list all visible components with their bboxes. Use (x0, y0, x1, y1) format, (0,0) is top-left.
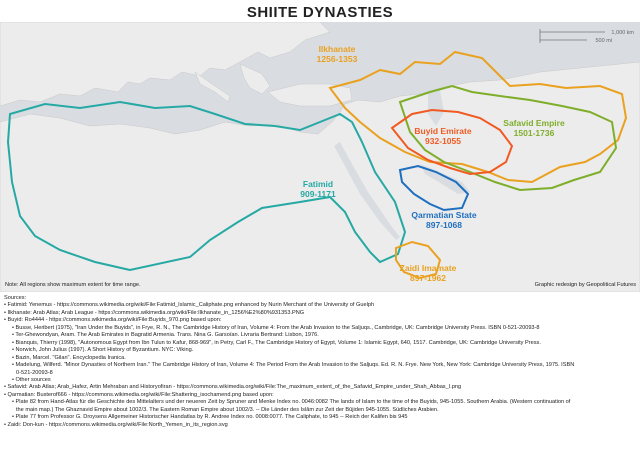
zaidi-label: Zaidi Imamate (399, 263, 457, 273)
source-line: • Buyid: Ro4444 - https://commons.wikimedia.org/wiki/File:Buyids_970.png based upon: (4, 317, 222, 324)
qarmatian-label: Qarmatian State (411, 210, 477, 220)
scale-mi-label: 500 mi (595, 38, 612, 44)
source-line: • Safavid: Arab Atlas; Arab_Hafez, Artin Mehraban and Historyofiran - https://commons.wikimedia.org/wiki/File:The_maximum_extent_of_the_Safavid_Empire_under_Shah_Abbas_I.png (4, 384, 462, 391)
zaidi-years: 897-1962 (410, 273, 446, 283)
source-line: • Bianquis, Thierry (1998), "Autonomous Egypt from Ibn Tulun to Kafur, 868-969", in Petry, Carl F., The Cambridge History of Egypt, Volume 1: Islamic Egypt, 640, 1517. Cambridge, UK: Cambridge University Press. (12, 339, 541, 346)
safavid-label: Safavid Empire (503, 118, 565, 128)
sources-list (4, 302, 636, 429)
source-line: • Ter-Ghewondyan, Aram. The Arab Emirates in Bagratid Armenia. Trans. Nina G. Garsoïan. Livraria Bertrand: Lisbon, 1976. (12, 332, 319, 339)
source-line: • Ilkhanate: Arab Atlas; Arab League - https://commons.wikimedia.org/wiki/File:Ilkhanate_in_1256%E2%80%931353.PNG (4, 309, 305, 316)
map-credit: Graphic redesign by Geopolitical Futures (534, 282, 636, 288)
source-line: • Norwich, John Julius (1997). A Short History of Byzantium. NYC: Viking. (12, 347, 194, 354)
buyid-label: Buyid Emirate (414, 126, 472, 136)
source-line: • Bazin, Marcel. "Gilan". Encyclopedia Iranica. (12, 354, 126, 361)
source-line: • Plate 77 from Professor G. Droysens Allgemeiner Historischer Handatlas by R. Andree Index no. 0008:0077. The Caliphate, to 945 -- Reich der Kalifen bis 945 (12, 414, 408, 421)
fatimid-years: 909-1171 (300, 189, 336, 199)
ilkhanate-label: Ilkhanate (318, 44, 356, 54)
source-line: 0-521-20093-8 (16, 369, 53, 376)
safavid-years: 1501-1736 (513, 128, 555, 138)
source-line: • Busse, Heribert (1975), "Iran Under the Buyids", in Frye, R. N., The Cambridge History of Iran, Volume 4: From the Arab Invasion to the Saljuqs., Cambridge, UK: Cambridge University Press. ISBN 0-521-20093-8 (12, 324, 540, 331)
scale-km-label: 1,000 km (611, 30, 634, 36)
map-note: Note: All regions show maximum extent for time range. (5, 282, 141, 288)
map-panel (0, 22, 640, 292)
qarmatian-years: 897-1068 (426, 220, 462, 230)
ilkhanate-years: 1256-1353 (316, 54, 358, 64)
page-title: SHIITE DYNASTIES (246, 4, 394, 21)
sources-header: Sources: (4, 295, 27, 301)
fatimid-label: Fatimid (302, 179, 334, 189)
source-line: the main map.) The Ghaznavid Empire about 1002/3. The Eastern Roman Empire about 1002/3. -- Die Länder des Islâm zur Zeit der Bûjiden 945-1055. Südliches Arabien. (16, 406, 439, 413)
sources-section (4, 295, 636, 429)
source-line: • Qarmatian: Busterof666 - https://commons.wikimedia.org/wiki/File:Shattering_isochamend.png based upon: (4, 391, 274, 398)
source-line: • Madelung, Wilferd. "Minor Dynasties of Northern Iran." The Cambridge History of Iran, Volume 4: The Period From the Arab Invasion to the Saljuqs. Ed. R. N. Frye. New York, New York: Cambridge University Press, 1975. ISBN (12, 362, 575, 369)
buyid-years: 932-1055 (425, 136, 461, 146)
map-svg (0, 22, 640, 292)
source-line: • Plate 82 from Hand-Atlas für die Geschichte des Mittelalters und der neueren Zeit by Spruner and Menke Index no. 0046:0082 The lands of Islam to the time of the Buyids, 945-1055. Southern Arabia. (Western continuation of (12, 399, 571, 406)
source-line: • Fatimid: Yenemus - https://commons.wikimedia.org/wiki/File:Fatimid_Islamic_Caliphate.png enhanced by Nurin Merchant of the University of Guelph (4, 302, 375, 309)
source-line: • Zaidi: Don-kun - https://commons.wikimedia.org/wiki/File:North_Yemen_in_its_region.svg (4, 421, 228, 428)
source-line: • Other sources (12, 376, 51, 383)
